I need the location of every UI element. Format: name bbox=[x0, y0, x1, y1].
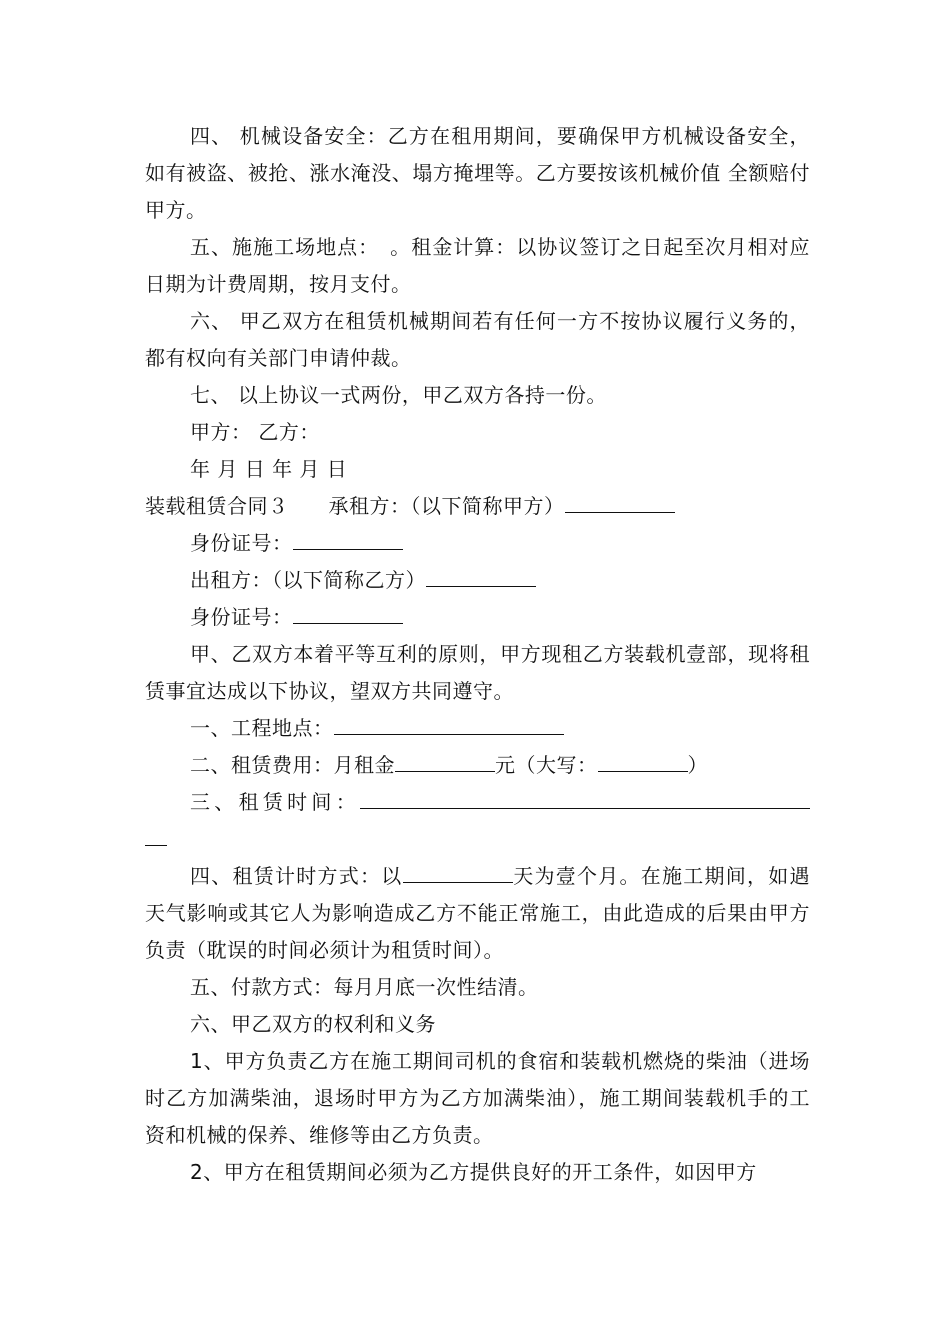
clause-machinery-safety: 四、 机械设备安全：乙方在租用期间，要确保甲方机械设备安全，如有被盗、被抢、涨水淹没、塌方掩埋等。乙方要按该机械价值 全额赔付甲方。 bbox=[145, 124, 810, 222]
signature-parties: 甲方： 乙方： bbox=[190, 420, 320, 444]
contract-title: 装载租赁合同３ bbox=[145, 494, 289, 518]
lessee-blank bbox=[565, 490, 675, 513]
contract-header-line bbox=[145, 488, 810, 525]
item-project-location bbox=[145, 710, 810, 747]
monthly-rent-blank bbox=[395, 749, 495, 772]
lessee-id-blank bbox=[293, 527, 403, 550]
lessee-label: 承租方：（以下简称甲方） bbox=[328, 494, 565, 518]
item-label: 二、租赁费用：月租金 bbox=[190, 753, 395, 777]
clause-copies: 七、 以上协议一式两份，甲乙双方各持一份。 bbox=[190, 383, 607, 407]
lessor-id-line bbox=[145, 599, 810, 636]
item-payment: 五、付款方式：每月月底一次性结清。 bbox=[190, 975, 539, 999]
item-text: 天为壹个月。在施工期间，如遇天气影响或其它人为影响造成乙方不能正常施工，由此造成的后果由甲方负责（耽误的时间必须计为租赁时间）。 bbox=[145, 864, 810, 962]
id-label: 身份证号： bbox=[190, 531, 293, 555]
clause-arbitration: 六、 甲乙双方在租赁机械期间若有任何一方不按协议履行义务的，都有权向有关部门申请仲裁。 bbox=[145, 309, 810, 370]
id-label: 身份证号： bbox=[190, 605, 293, 629]
item-label: 四、租赁计时方式：以 bbox=[190, 864, 403, 888]
item-text: 元（大写： bbox=[495, 753, 598, 777]
rental-period-blank-cont bbox=[145, 823, 167, 846]
item-rental-period bbox=[145, 784, 810, 858]
lessor-line bbox=[145, 562, 810, 599]
item-billing-method bbox=[145, 858, 810, 969]
item-label: 一、工程地点： bbox=[190, 716, 334, 740]
item-rights-1: 1、甲方负责乙方在施工期间司机的食宿和装载机燃烧的柴油（进场时乙方加满柴油，退场时甲方为乙方加满柴油），施工期间装载机手的工资和机械的保养、维修等由乙方负责。 bbox=[145, 1049, 810, 1147]
lessor-label: 出租方：（以下简称乙方） bbox=[190, 568, 426, 592]
location-blank bbox=[334, 712, 564, 735]
item-rights-heading: 六、甲乙双方的权利和义务 bbox=[190, 1012, 436, 1036]
item-rights-2: 2、甲方在租赁期间必须为乙方提供良好的开工条件，如因甲方 bbox=[190, 1160, 757, 1184]
intro-paragraph: 甲、乙双方本着平等互利的原则，甲方现租乙方装载机壹部，现将租赁事宜达成以下协议，望双方共同遵守。 bbox=[145, 642, 810, 703]
signature-dates: 年 月 日 年 月 日 bbox=[190, 457, 348, 481]
lessor-blank bbox=[426, 564, 536, 587]
item-rental-fee bbox=[145, 747, 810, 784]
lessor-id-blank bbox=[293, 601, 403, 624]
document-body bbox=[145, 118, 810, 1191]
days-blank bbox=[403, 860, 513, 883]
item-label: 三、租赁时间： bbox=[190, 790, 360, 814]
clause-site-and-rent: 五、施施工场地点： 。租金计算：以协议签订之日起至次月相对应日期为计费周期，按月支付。 bbox=[145, 235, 810, 296]
item-text: ） bbox=[687, 753, 708, 777]
lessee-id-line bbox=[145, 525, 810, 562]
rental-period-blank bbox=[360, 786, 810, 809]
rent-capital-blank bbox=[598, 749, 688, 772]
